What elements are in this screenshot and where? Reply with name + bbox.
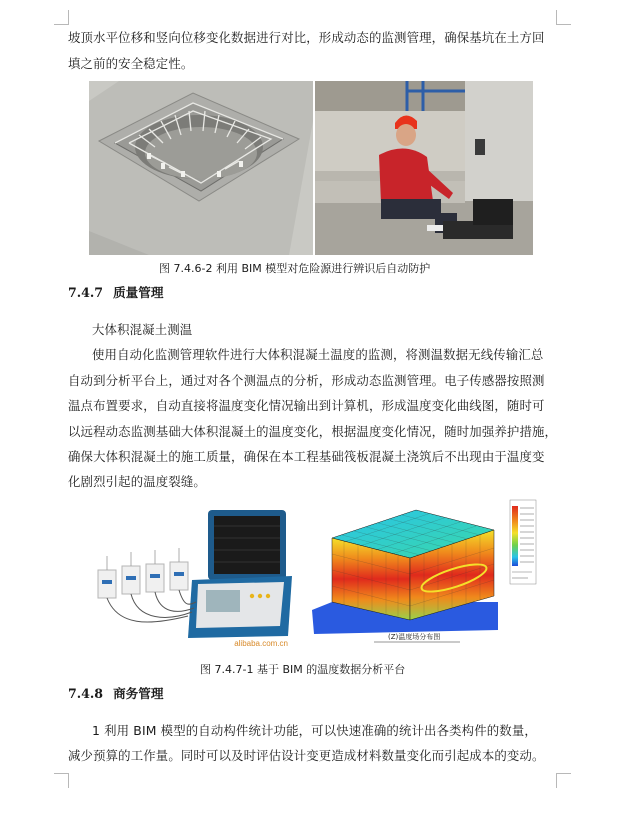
figure2-caption: 图 7.4.7-1 基于 BIM 的温度数据分析平台 xyxy=(200,663,406,676)
section-747-heading xyxy=(68,284,163,302)
crop-mark-bottom-right xyxy=(556,773,571,788)
intro-line: 填之前的安全稳定性。 xyxy=(68,56,194,71)
worker-monitoring-photo xyxy=(315,81,533,255)
paragraph-line: 确保大体积混凝土的施工质量，确保在本工程基础筏板混凝土浇筑后不出现由于温度变 xyxy=(68,449,545,464)
paragraph-line: 1 利用 BIM 模型的自动构件统计功能，可以快速准确的统计出各类构件的数量， xyxy=(92,723,537,738)
paragraph-line: 使用自动化监测管理软件进行大体积混凝土温度的监测，将测温数据无线传输汇总 xyxy=(92,347,544,362)
paragraph-line: 自动到分析平台上，通过对各个测温点的分析，形成动态监测管理。电子传感器按照测 xyxy=(68,373,545,388)
crop-mark-top-left xyxy=(54,10,69,25)
section-747-title: 质量管理 xyxy=(113,285,164,300)
bim-foundation-pit-model-image xyxy=(89,81,313,255)
temperature-field-distribution-image xyxy=(304,492,542,658)
figure2-sublabel: (Z)温度场分布图 xyxy=(388,633,441,641)
crop-mark-bottom-left xyxy=(54,773,69,788)
section-748-title: 商务管理 xyxy=(113,686,164,701)
section-747-number: 7.4.7 xyxy=(68,285,104,300)
section-748-heading xyxy=(68,685,163,703)
temperature-sensor-equipment-image xyxy=(88,496,296,654)
intro-line: 坡顶水平位移和竖向位移变化数据进行对比，形成动态的监测管理，确保基坑在土方回 xyxy=(68,30,545,45)
section-747-subheading: 大体积混凝土测温 xyxy=(92,322,193,337)
paragraph-line: 减少预算的工作量。同时可以及时评估设计变更造成材料数量变化而引起成本的变动。 xyxy=(68,748,545,763)
paragraph-line: 温点布置要求，自动直接将温度变化情况输出到计算机，形成温度变化曲线图，随时可 xyxy=(68,398,545,413)
image-watermark: alibaba.com.cn xyxy=(234,639,288,648)
section-748-number: 7.4.8 xyxy=(68,686,104,701)
figure1-caption: 图 7.4.6-2 利用 BIM 模型对危险源进行辨识后自动防护 xyxy=(159,262,431,275)
crop-mark-top-right xyxy=(556,10,571,25)
paragraph-line: 化剧烈引起的温度裂缝。 xyxy=(68,474,206,489)
paragraph-line: 以远程动态监测基础大体积混凝土的温度变化，根据温度变化情况，随时加强养护措施， xyxy=(68,424,558,439)
